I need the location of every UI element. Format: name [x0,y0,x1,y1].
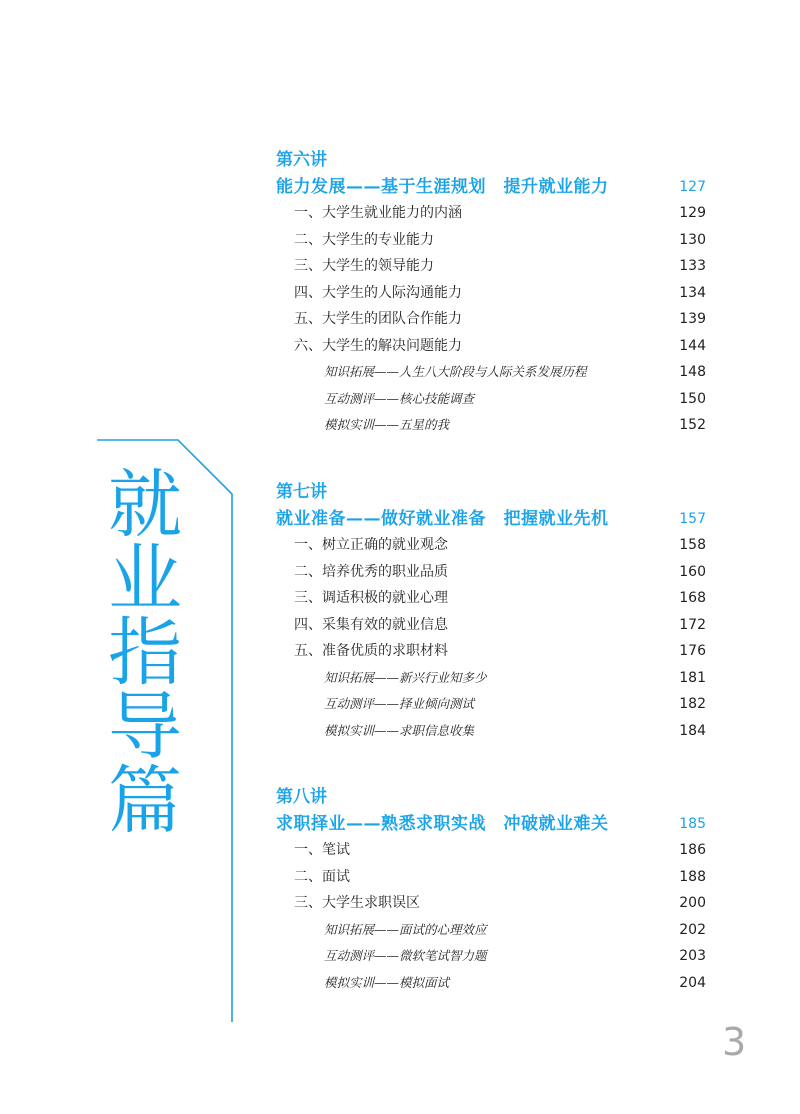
toc-entry-page: 144 [679,337,706,354]
chapter-number: 第七讲 [276,482,327,502]
chapter-heading[interactable] [276,506,706,532]
toc-entry-page: 158 [679,537,706,553]
chapter-title: 求职择业——熟悉求职实战 冲破就业难关 [276,814,609,834]
toc-subentry[interactable] [276,412,706,439]
chapter-6 [276,146,706,439]
chapter-page: 185 [679,816,706,832]
toc-entry[interactable] [276,306,706,333]
toc-entry-title: 二、面试 [294,868,350,885]
toc-entry-title: 二、培养优秀的职业品质 [294,563,448,580]
chapter-page: 157 [679,511,706,527]
toc-entry-title: 知识拓展——面试的心理效应 [324,921,487,937]
chapter-7 [276,478,706,744]
toc-entry-title: 三、调适积极的就业心理 [294,590,448,606]
toc-entry-title: 互动测评——择业倾向测试 [324,696,475,711]
toc-entry-title: 五、准备优质的求职材料 [294,643,448,659]
chapter-heading[interactable] [276,811,706,837]
toc-entry-title: 五、大学生的团队合作能力 [294,311,462,327]
toc-entry-page: 134 [679,284,706,301]
chapter-page: 127 [679,179,706,195]
chapter-heading[interactable] [276,174,706,200]
toc-entry-page: 182 [679,696,706,712]
toc-subentry[interactable] [276,718,706,745]
chapter-8 [276,783,706,996]
toc-entry-page: 168 [679,590,706,606]
section-title [100,462,190,844]
toc-entry-title: 三、大学生的领导能力 [294,258,434,274]
toc-entry[interactable] [276,837,706,864]
toc-entry[interactable] [276,890,706,917]
section-title-char: 导 [108,684,182,770]
toc-subentry[interactable] [276,359,706,386]
toc-entry-page: 172 [679,616,706,633]
toc-entry-title: 互动测评——核心技能调查 [324,390,475,406]
toc-entry-page: 129 [679,205,706,221]
chapter-title: 能力发展——基于生涯规划 提升就业能力 [276,177,609,197]
toc-entry-title: 四、采集有效的就业信息 [294,616,448,633]
toc-entry-page: 139 [679,311,706,327]
toc-entry[interactable] [276,559,706,586]
toc-entry-title: 三、大学生求职误区 [294,895,420,911]
toc-entry-title: 模拟实训——求职信息收集 [324,722,475,738]
toc-entry-page: 150 [679,390,706,407]
toc-entry-title: 一、笔试 [294,842,350,858]
toc-entry-page: 188 [679,868,706,885]
toc-subentry[interactable] [276,691,706,718]
toc-entry-title: 四、大学生的人际沟通能力 [294,284,462,301]
toc-entry[interactable] [276,200,706,227]
toc-subentry[interactable] [276,386,706,413]
chapter-number: 第六讲 [276,150,327,170]
toc-entry-page: 130 [679,231,706,248]
toc-entry-title: 互动测评——微软笔试智力题 [324,948,487,963]
toc-entry-page: 204 [679,974,706,991]
toc-entry-page: 160 [679,563,706,580]
toc-entry-title: 二、大学生的专业能力 [294,231,434,248]
toc-entry-title: 知识拓展——人生八大阶段与人际关系发展历程 [324,364,587,379]
section-title-char: 业 [108,536,182,622]
toc-subentry[interactable] [276,970,706,997]
toc-subentry[interactable] [276,943,706,970]
toc-entry-title: 一、大学生就业能力的内涵 [294,205,462,221]
toc-entry-page: 181 [679,669,706,686]
toc-entry-page: 203 [679,948,706,964]
toc-subentry[interactable] [276,917,706,944]
toc-entry-title: 模拟实训——模拟面试 [324,974,450,990]
toc-entry[interactable] [276,864,706,891]
toc-entry[interactable] [276,532,706,559]
toc-entry[interactable] [276,253,706,280]
toc-entry-page: 202 [679,921,706,938]
toc-entry[interactable] [276,638,706,665]
section-title-char: 篇 [108,758,182,844]
chapter-title: 就业准备——做好就业准备 把握就业先机 [276,509,609,529]
toc-entry[interactable] [276,227,706,254]
toc-entry-page: 186 [679,842,706,858]
toc-entry-page: 133 [679,258,706,274]
chapter-number: 第八讲 [276,787,327,807]
toc-entry[interactable] [276,612,706,639]
toc-entry-page: 200 [679,895,706,911]
toc-entry-page: 176 [679,643,706,659]
toc-entry-title: 模拟实训——五星的我 [324,417,450,432]
toc-entry[interactable] [276,585,706,612]
toc-entry-title: 一、树立正确的就业观念 [294,537,448,553]
toc-entry-page: 184 [679,722,706,739]
toc-entry-page: 148 [679,364,706,380]
page-number: 3 [722,1020,747,1064]
toc-subentry[interactable] [276,665,706,692]
toc-entry[interactable] [276,333,706,360]
toc-entry-title: 知识拓展——新兴行业知多少 [324,669,487,685]
toc-entry-title: 六、大学生的解决问题能力 [294,337,462,354]
section-title-char: 就 [108,462,182,548]
toc-entry-page: 152 [679,417,706,433]
section-title-char: 指 [108,610,182,696]
toc-entry[interactable] [276,280,706,307]
